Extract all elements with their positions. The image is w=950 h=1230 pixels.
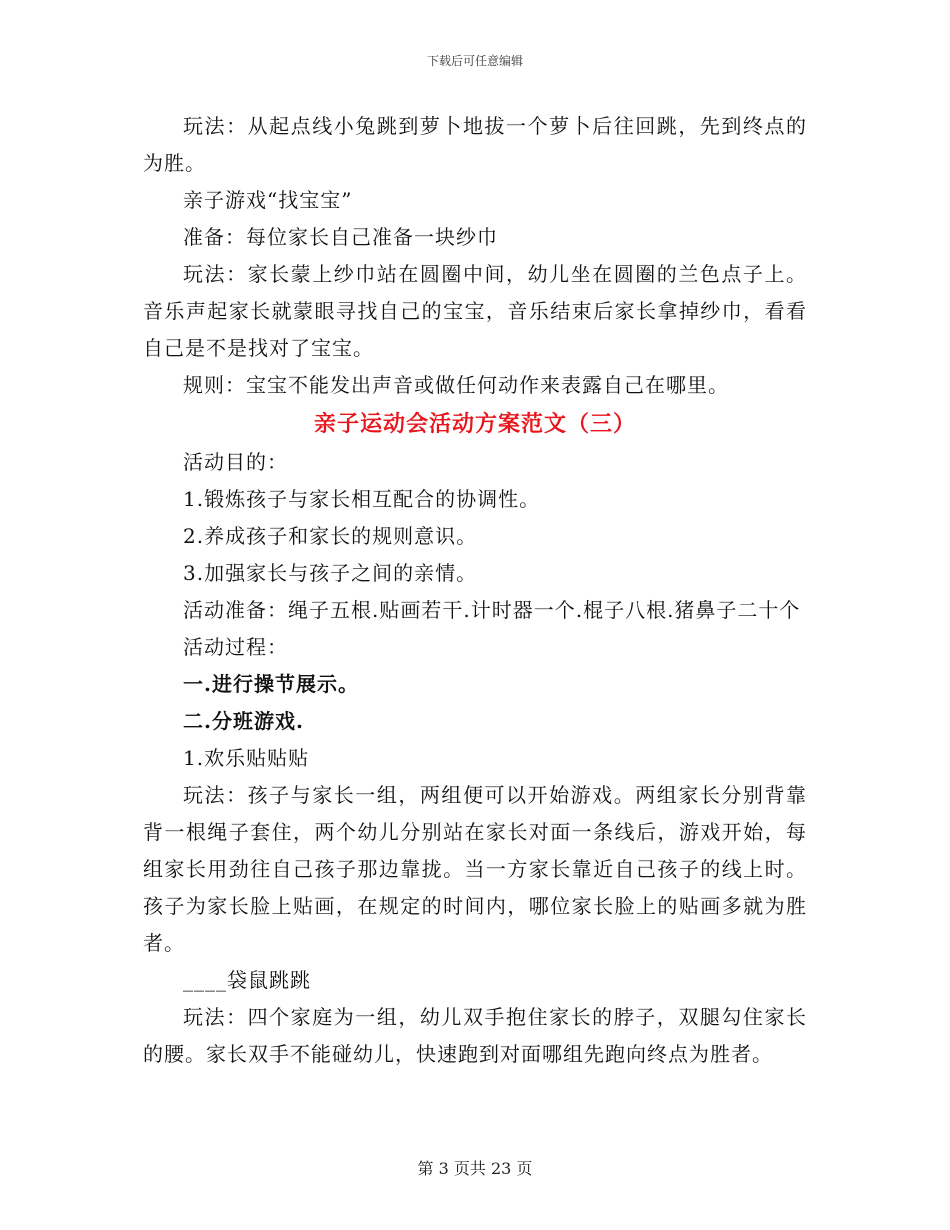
paragraph-step-one: 一.进行操节展示。 <box>183 672 359 696</box>
paragraph-materials: 活动准备：绳子五根.贴画若干.计时器一个.棍子八根.猪鼻子二十个 <box>183 598 801 622</box>
paragraph-game-2-rules: 玩法：四个家庭为一组，幼儿双手抱住家长的脖子，双腿勾住家长的腰。家长双手不能碰幼儿，快速跑到对面哪组先跑向终点为胜者。 <box>143 1005 807 1066</box>
paragraph-process-heading: 活动过程： <box>183 635 288 659</box>
paragraph-goal-2: 2.养成孩子和家长的规则意识。 <box>183 524 478 548</box>
paragraph-find-baby-rules: 玩法：家长蒙上纱巾站在圆圈中间，幼儿坐在圆圈的兰色点子上。音乐声起家长就蒙眼寻找自己的宝宝，音乐结束后家长拿掉纱巾，看看自己是不是找对了宝宝。 <box>143 262 807 360</box>
paragraph-step-two: 二.分班游戏. <box>183 709 304 733</box>
paragraph-goal-3: 3.加强家长与孩子之间的亲情。 <box>183 561 478 585</box>
section-title: 亲子运动会活动方案范文（三） <box>313 411 636 437</box>
paragraph-goal-1: 1.锻炼孩子与家长相互配合的协调性。 <box>183 487 541 511</box>
paragraph-game-2-title: ____袋鼠跳跳 <box>183 968 311 992</box>
paragraph-game-1-title: 1.欢乐贴贴贴 <box>183 746 310 770</box>
page-footer: 第 3 页共 23 页 <box>417 1159 533 1178</box>
paragraph-preparation: 准备：每位家长自己准备一块纱巾 <box>183 225 498 249</box>
paragraph-game-1-rules: 玩法：孩子与家长一组，两组便可以开始游戏。两组家长分别背靠背一根绳子套住，两个幼儿分别站在家长对面一条线后，游戏开始，每组家长用劲往自己孩子那边靠拢。当一方家长靠近自己孩子的线上时。孩子为家长脸上贴画，在规定的时间内，哪位家长脸上的贴画多就为胜者。 <box>143 783 807 955</box>
page-header: 下载后可任意编辑 <box>426 54 523 68</box>
paragraph-game-title: 亲子游戏“找宝宝” <box>183 188 353 212</box>
paragraph-rule: 规则：宝宝不能发出声音或做任何动作来表露自己在哪里。 <box>183 373 729 397</box>
paragraph-goal-heading: 活动目的： <box>183 450 288 474</box>
paragraph-rabbit-rules: 玩法：从起点线小兔跳到萝卜地拔一个萝卜后往回跳，先到终点的为胜。 <box>143 114 807 175</box>
document-body <box>143 108 807 1073</box>
